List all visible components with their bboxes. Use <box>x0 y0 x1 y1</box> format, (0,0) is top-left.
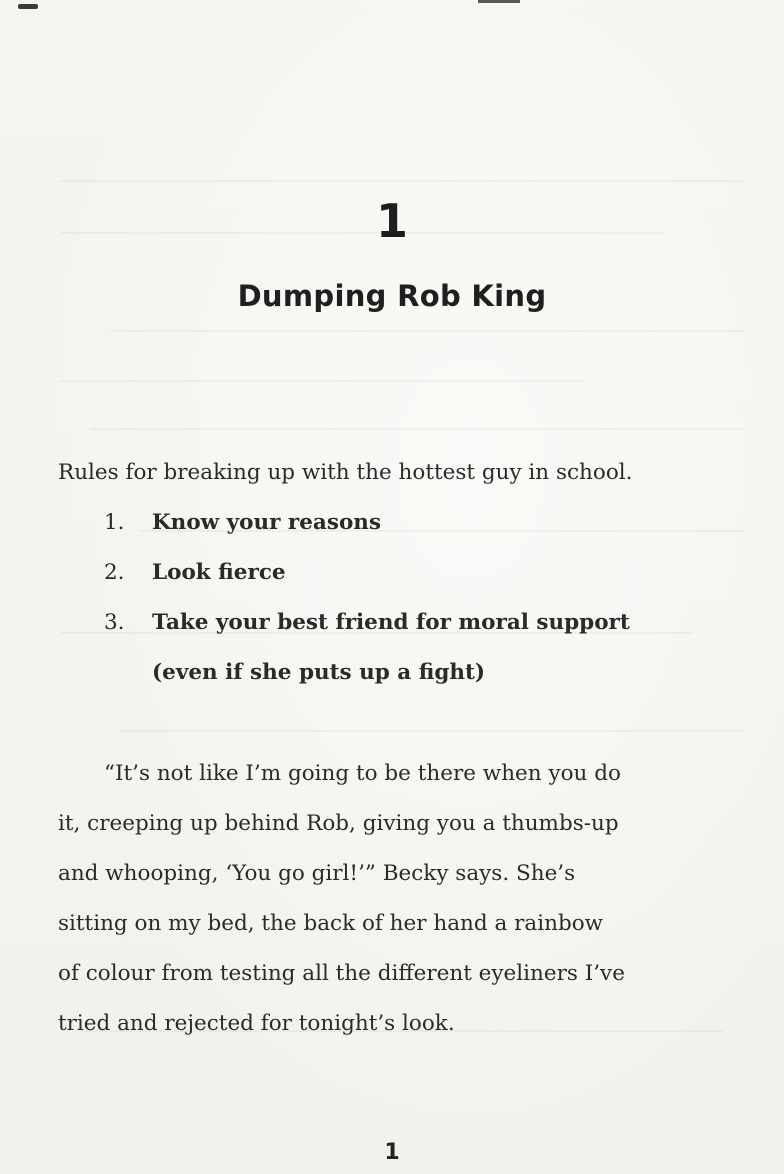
page-number: 1 <box>384 1140 400 1165</box>
list-item-number: 1. <box>104 510 125 535</box>
scan-mark <box>478 0 520 3</box>
chapter-number: 1 <box>375 194 408 248</box>
list-item <box>0 498 630 548</box>
rules-intro: Rules for breaking up with the hottest guy in school. <box>58 460 633 485</box>
paragraph-line: and whooping, ‘You go girl!’” Becky says. She’s <box>58 861 576 886</box>
list-item-text: Look fierce <box>152 560 286 585</box>
paragraph-line: of colour from testing all the different eyeliners I’ve <box>58 961 625 986</box>
list-item-number: 3. <box>104 610 125 635</box>
list-item <box>0 548 630 598</box>
list-item-text-continued: (even if she puts up a fight) <box>152 660 486 685</box>
list-item-text: Know your reasons <box>152 510 382 535</box>
list-item <box>0 598 630 698</box>
paragraph-line: it, creeping up behind Rob, giving you a thumbs-up <box>58 811 619 836</box>
chapter-title: Dumping Rob King <box>237 279 547 313</box>
scan-mark <box>18 4 38 9</box>
list-item-text: Take your best friend for moral support <box>152 610 630 635</box>
list-item-number: 2. <box>104 560 125 585</box>
paragraph-line: tried and rejected for tonight’s look. <box>58 1011 455 1036</box>
paragraph-line: sitting on my bed, the back of her hand a rainbow <box>58 911 604 936</box>
body-paragraph <box>58 749 718 1049</box>
paragraph-line: “It’s not like I’m going to be there when you do <box>104 761 621 786</box>
rules-list <box>0 498 630 698</box>
